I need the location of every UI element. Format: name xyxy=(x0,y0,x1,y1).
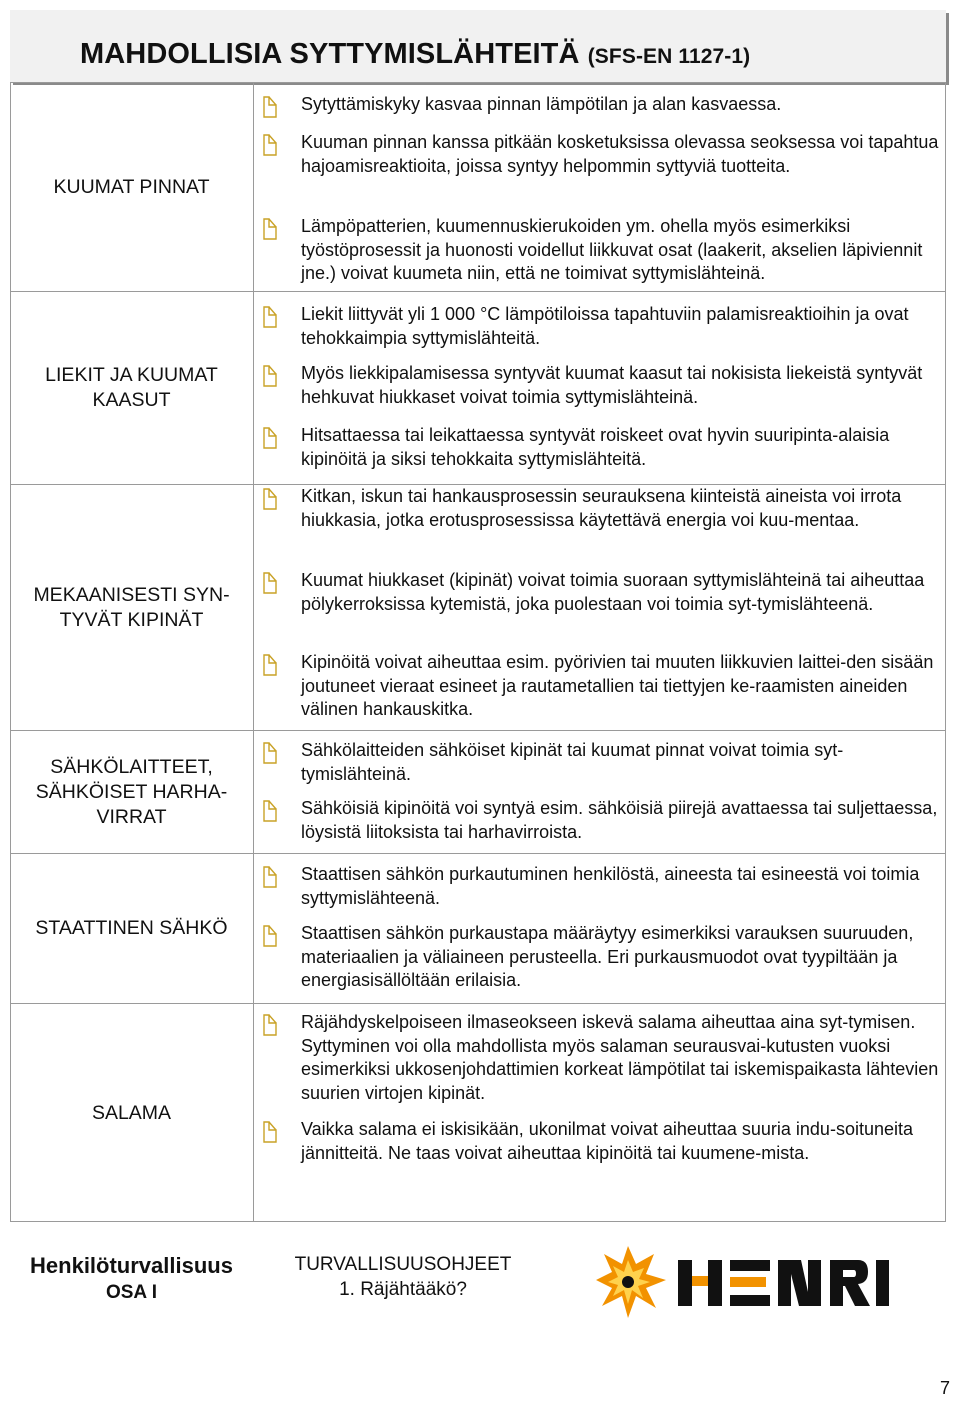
bullet-text: Myös liekkipalamisessa syntyvät kuumat kaasut tai nokisista liekeistä syntyvät hehkuvat hiukkaset voivat toimia syttymislähteinä. xyxy=(301,363,923,407)
bullet-icon xyxy=(261,924,279,948)
bullet-text: Sähköisiä kipinöitä voi syntyä esim. sähköisiä piirejä avattaessa tai suljettaessa, löysistä liitoksista tai harhavirroista. xyxy=(301,798,938,842)
row-divider xyxy=(253,730,946,731)
footer-guide-label xyxy=(258,1252,548,1302)
bullet-text: Sytyttämiskyky kasvaa pinnan lämpötilan ja alan kasvaessa. xyxy=(301,94,782,114)
header-box xyxy=(10,10,946,82)
bullet-icon xyxy=(261,305,279,329)
bullet-text: Sähkölaitteiden sähköiset kipinät tai kuumat pinnat voivat toimia syt-tymislähteinä. xyxy=(301,740,844,784)
category-lightning xyxy=(10,1003,253,1222)
category-flames-hot-gases xyxy=(10,291,253,484)
bullet-text: Kuuman pinnan kanssa pitkään kosketuksissa olevassa seoksessa voi tapahtua hajoamisreaktioita, joissa syntyy helpommin syttyviä tuotteita. xyxy=(301,132,939,176)
bullet-text: Kipinöitä voivat aiheuttaa esim. pyörivien tai muuten liikkuvien laittei-den sisään joutuneet vieraat esineet ja rautametallien tai tiettyjen ke-raamisten aineiden välinen hankauskitka. xyxy=(301,652,934,719)
footer xyxy=(10,1222,946,1356)
bullet-icon xyxy=(261,95,279,119)
bullet-text: Hitsattaessa tai leikattaessa syntyvät roiskeet ovat hyvin suuripinta-alaisia kipinöitä ja siksi tehokkaita syttymislähteitä. xyxy=(301,425,890,469)
bullet-icon xyxy=(261,1120,279,1144)
bullet-icon xyxy=(261,653,279,677)
bullet-text: Liekit liittyvät yli 1 000 °C lämpötiloissa tapahtuviin palamisreaktioihin ja ovat tehokkaimpia syttymislähteitä. xyxy=(301,304,909,348)
bullet-text: Staattisen sähkön purkaustapa määräytyy esimerkiksi varauksen suuruuden, materiaalien ja väliaineen perusteella. Eri purkausmuodot ovat tyypiltään ja energiasisällöltään erilaisia. xyxy=(301,923,914,990)
bullet-text: Lämpöpatterien, kuumennuskierukoiden ym. ohella myös esimerkiksi työstöprosessit ja huonosti voidellut liikkuvat osat (laakerit, akselien läpiviennit jne.) voivat kuumeta niin, että ne toimivat syttymislähteinä. xyxy=(301,216,923,283)
page-number: 7 xyxy=(939,1378,950,1398)
bullet-icon xyxy=(261,741,279,765)
bullet-icon xyxy=(261,217,279,241)
bullet-icon xyxy=(261,487,279,511)
footer-guide-subtitle: 1. Räjähtääkö? xyxy=(339,1279,467,1300)
footer-guide-title: TURVALLISUUSOHJEET xyxy=(294,1254,512,1275)
bullet-text: Vaikka salama ei iskisikään, ukonilmat voivat aiheuttaa suuria indu-soituneita jännitteitä. Ne taas voivat aiheuttaa kipinöitä tai kuumene-mista. xyxy=(301,1119,913,1163)
category-label: KUUMAT PINNAT xyxy=(53,175,210,198)
column-divider xyxy=(253,82,254,1222)
explosion-icon xyxy=(596,1246,666,1318)
bullet-text: Staattisen sähkön purkautuminen henkilöstä, aineesta tai esineestä voi toimia syttymislähteenä. xyxy=(301,864,920,908)
footer-part: OSA I xyxy=(105,1282,158,1303)
bullet-icon xyxy=(261,133,279,157)
bullet-text: Kitkan, iskun tai hankausprosessin seurauksena kiinteistä aineista voi irrota hiukkasia, jotka erotusprosessissa käytettävä energia voi kuu-mentaa. xyxy=(301,486,902,530)
category-label: SALAMA xyxy=(91,1101,172,1124)
henri-logo xyxy=(596,1242,896,1322)
bullet-icon xyxy=(261,799,279,823)
bullet-text: Räjähdyskelpoiseen ilmaseokseen iskevä salama aiheuttaa aina syt-tymisen. Syttyminen voi olla mahdollista myös salaman seurausvai-kutusten vuoksi esimerkiksi ukkosenjohdattimien korkeat lämpötilat tai iskemispaikasta lähtevien suurien virtojen kipinät. xyxy=(301,1012,939,1103)
footer-section-label xyxy=(10,1252,253,1306)
row-divider xyxy=(253,853,946,854)
category-label: SÄHKÖLAITTEET, SÄHKÖISET HARHA-VIRRAT xyxy=(35,755,228,828)
footer-title: Henkilöturvallisuus xyxy=(30,1253,233,1278)
category-mechanical-sparks xyxy=(10,484,253,730)
bullet-icon xyxy=(261,426,279,450)
bullet-text: Kuumat hiukkaset (kipinät) voivat toimia suoraan syttymislähteinä tai aiheuttaa pölykerroksissa kytemistä, joka puolestaan voi toimia syt-tymislähteenä. xyxy=(301,570,925,614)
bullet-icon xyxy=(261,865,279,889)
category-static-electricity xyxy=(10,853,253,1003)
bullet-icon xyxy=(261,364,279,388)
page-title-standard: (SFS-EN 1127-1) xyxy=(587,45,751,68)
row-divider xyxy=(253,291,946,292)
category-label: STAATTINEN SÄHKÖ xyxy=(35,917,228,939)
category-electrical xyxy=(10,730,253,853)
bullet-icon xyxy=(261,1013,279,1037)
category-hot-surfaces xyxy=(10,83,253,291)
page-title-main: MAHDOLLISIA SYTTYMISLÄHTEITÄ xyxy=(80,38,580,70)
row-divider xyxy=(253,1003,946,1004)
category-label: MEKAANISESTI SYN-TYVÄT KIPINÄT xyxy=(33,583,230,631)
page-title xyxy=(80,38,750,71)
category-label: LIEKIT JA KUUMAT KAASUT xyxy=(45,364,218,411)
bullet-icon xyxy=(261,571,279,595)
